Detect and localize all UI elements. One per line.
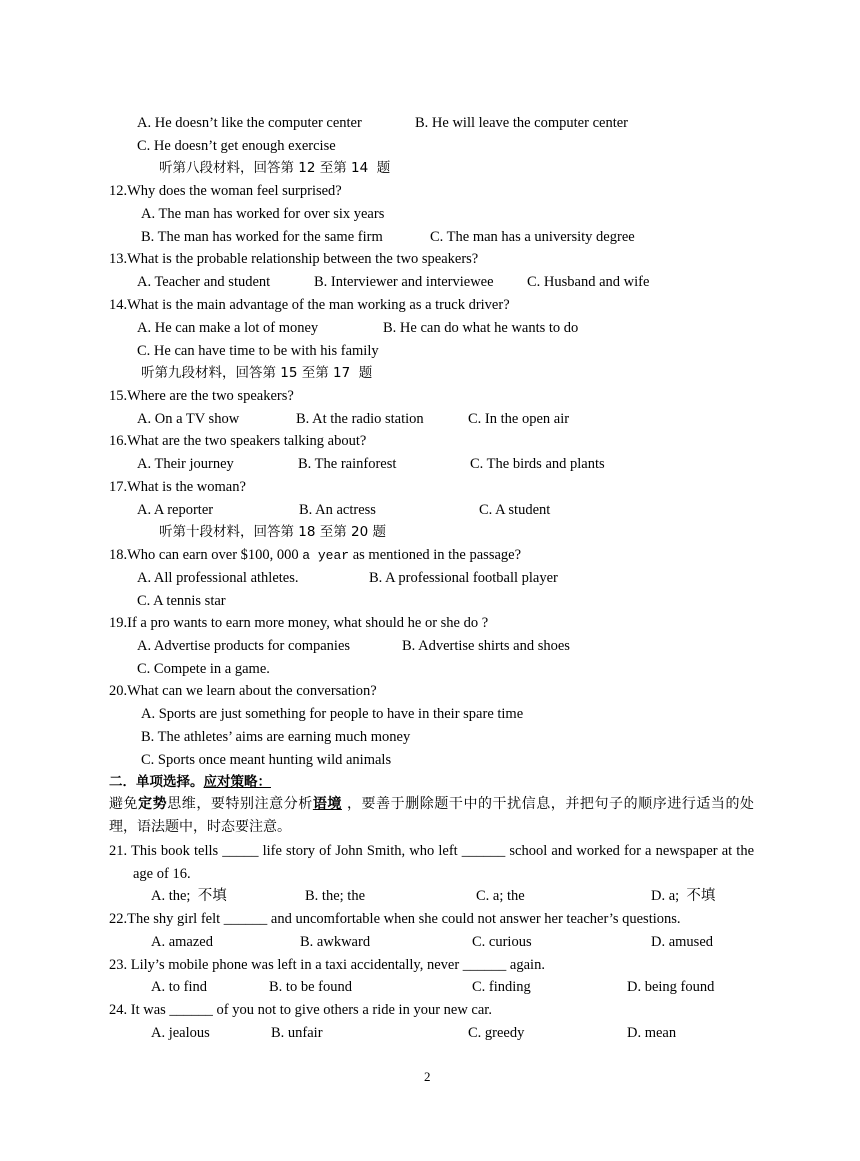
q23-option-a: A. to find [151,979,207,995]
part2-heading-title: 二．单项选择。 [109,774,204,790]
q24-option-a: A. jealous [151,1025,210,1041]
q11-option-b: B. He will leave the computer center [415,115,628,131]
part2-heading [109,772,271,792]
q19-option-c: C. Compete in a game. [137,661,270,677]
q21-stem: 21. This book tells _____ life story of John Smith, who left ______ school and worked for a newspaper at the age of 16. [109,843,754,882]
q21-option-b: B. the; the [305,888,366,904]
q22-option-c: C. curious [472,934,532,950]
q13-option-b: B. Interviewer and interviewee [314,274,494,290]
q17-stem: 17.What is the woman? [109,479,246,495]
q21-option-a: A. the; 不填 [151,888,227,904]
q19-stem: 19.If a pro wants to earn more money, what should he or she do ? [109,615,489,631]
q23-option-b: B. to be found [269,979,352,995]
q18-stem-pre: 18.Who can earn over $100, 000 [109,547,303,563]
q13-option-c: C. Husband and wife [527,274,650,290]
q14-option-a: A. He can make a lot of money [137,320,319,336]
q23-option-c: C. finding [472,979,531,995]
q12-option-a: A. The man has worked for over six years [141,206,385,222]
q12-stem: 12.Why does the woman feel surprised? [109,183,342,199]
q13-option-a: A. Teacher and student [137,274,271,290]
strategy-keyword-2: 语境 [312,796,342,812]
q23-stem: 23. Lily’s mobile phone was left in a taxi accidentally, never ______ again. [109,957,545,973]
q21-option-d: D. a; 不填 [651,888,716,904]
q18-stem-post: as mentioned in the passage? [349,547,522,563]
q22-option-a: A. amazed [151,934,213,950]
q17-option-a: A. A reporter [137,502,214,518]
q23-option-d: D. being found [627,979,715,995]
q20-stem: 20.What can we learn about the conversation? [109,683,377,699]
q24-stem: 24. It was ______ of you not to give others a ride in your new car. [109,1002,492,1018]
q16-stem: 16.What are the two speakers talking about? [109,433,367,449]
q17-option-c: C. A student [479,502,551,518]
part2-heading-strategy: 应对策略： [203,774,271,790]
q18-option-c: C. A tennis star [137,593,226,609]
part2-strategy-text [109,793,754,838]
q14-option-b: B. He can do what he wants to do [383,320,579,336]
q15-option-b: B. At the radio station [296,411,424,427]
q16-option-a: A. Their journey [137,456,234,472]
q19-option-b: B. Advertise shirts and shoes [402,638,570,654]
q22-option-d: D. amused [651,934,714,950]
page-number: 2 [424,1069,431,1084]
q12-option-b: B. The man has worked for the same firm [141,229,383,245]
q21-option-c: C. a; the [476,888,525,904]
q17-option-b: B. An actress [299,502,376,518]
q11-option-a: A. He doesn’t like the computer center [137,115,362,131]
q13-stem: 13.What is the probable relationship between the two speakers? [109,251,479,267]
q15-option-c: C. In the open air [468,411,570,427]
q20-option-a: A. Sports are just something for people to have in their spare time [141,706,524,722]
q22-option-b: B. awkward [300,934,371,950]
section10-instruction: 听第十段材料，回答第 18 至第 20 题 [159,524,387,540]
q22-stem: 22.The shy girl felt ______ and uncomfortable when she could not answer her teacher’s questions. [109,911,681,927]
q24-option-d: D. mean [627,1025,677,1041]
strategy-part-3: 思维，要特别注意分析 [167,796,313,812]
q16-option-c: C. The birds and plants [470,456,605,472]
q16-option-b: B. The rainforest [298,456,397,472]
section9-instruction: 听第九段材料，回答第 15 至第 17 题 [141,365,373,381]
q14-stem: 14.What is the main advantage of the man working as a truck driver? [109,297,510,313]
section8-instruction: 听第八段材料，回答第 12 至第 14 题 [159,160,391,176]
q14-option-c: C. He can have time to be with his family [137,343,379,359]
q20-option-c: C. Sports once meant hunting wild animals [141,752,392,768]
strategy-keyword-1: 定势 [138,796,168,812]
q20-option-b: B. The athletes’ aims are earning much money [141,729,411,745]
q18-option-b: B. A professional football player [369,570,558,586]
q15-stem: 15.Where are the two speakers? [109,388,294,404]
strategy-part-5: ，要善于删除题干中的干扰信息，并把句子的顺序进行适当的处理，语法题中，时态要注意。 [109,796,755,835]
q24-option-b: B. unfair [271,1025,323,1041]
q24-option-c: C. greedy [468,1025,525,1041]
q15-option-a: A. On a TV show [137,411,240,427]
q18-stem [109,545,521,566]
q18-option-a: A. All professional athletes. [137,570,299,586]
q19-option-a: A. Advertise products for companies [137,638,351,654]
q12-option-c: C. The man has a university degree [430,229,635,245]
strategy-part-1: 避免 [109,796,139,812]
q18-stem-mono: a year [302,548,350,563]
q11-option-c: C. He doesn’t get enough exercise [137,138,336,154]
q21-stem-wrap [109,840,754,885]
